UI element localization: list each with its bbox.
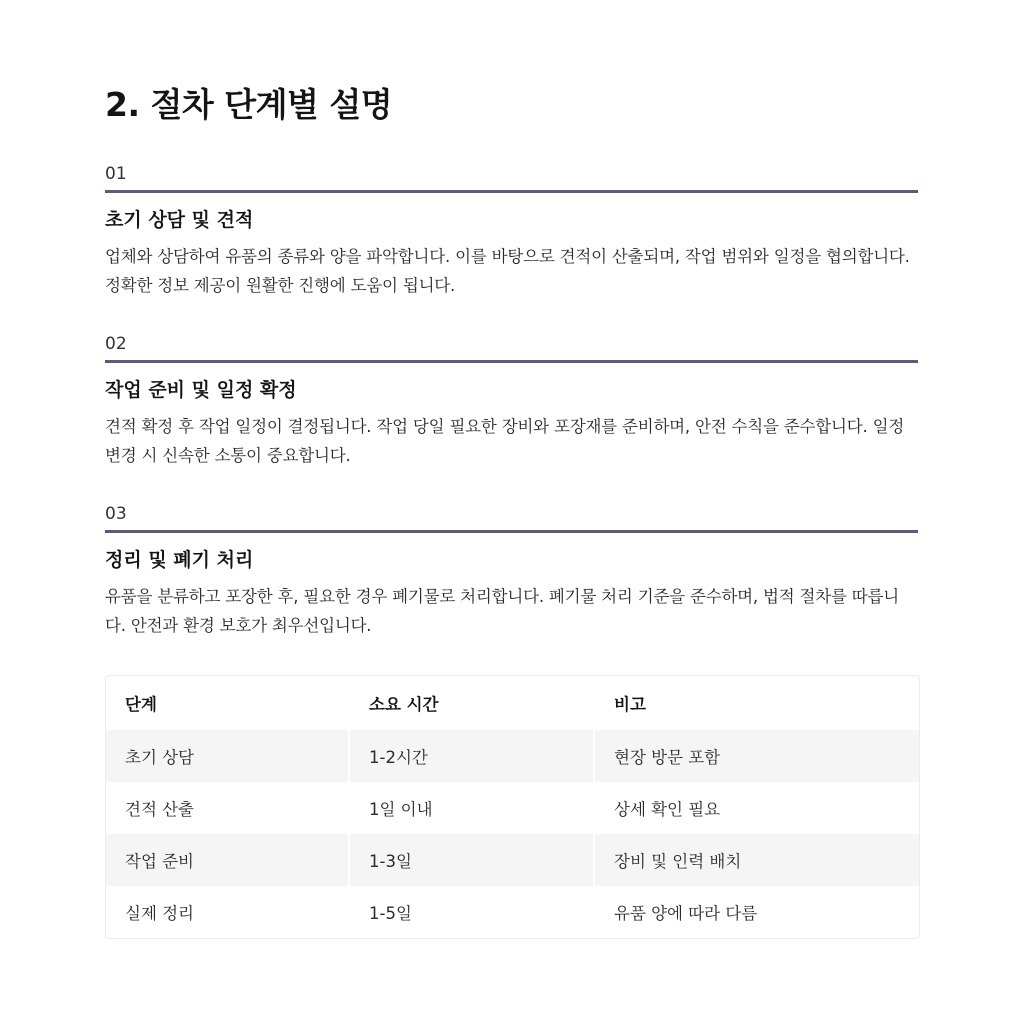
page-title: 2. 절차 단계별 설명 <box>105 85 393 124</box>
step-02 <box>105 334 918 470</box>
table-cell: 초기 상담 <box>106 730 350 782</box>
table-cell: 1-2시간 <box>350 730 595 782</box>
step-divider <box>105 190 918 193</box>
step-divider <box>105 360 918 363</box>
step-number: 03 <box>105 504 127 524</box>
summary-table <box>105 675 920 939</box>
step-title: 작업 준비 및 일정 확정 <box>105 379 297 401</box>
step-title: 정리 및 폐기 처리 <box>105 549 254 571</box>
procedure-section <box>105 84 918 640</box>
step-description: 업체와 상담하여 유품의 종류와 양을 파악합니다. 이를 바탕으로 견적이 산출되며, 작업 범위와 일정을 협의합니다. 정확한 정보 제공이 원활한 진행에 도움이 됩니다. <box>105 247 910 295</box>
table-row <box>106 730 919 782</box>
table-cell: 현장 방문 포함 <box>614 748 721 767</box>
step-number: 01 <box>105 164 127 184</box>
step-01 <box>105 164 918 300</box>
step-number: 02 <box>105 334 127 354</box>
table-header-cell: 비고 <box>614 695 646 714</box>
step-description: 유품을 분류하고 포장한 후, 필요한 경우 폐기물로 처리합니다. 폐기물 처리 기준을 준수하며, 법적 절차를 따릅니다. 안전과 환경 보호가 최우선입니다. <box>105 587 900 635</box>
table-header-cell: 소요 시간 <box>369 695 439 714</box>
table-cell: 작업 준비 <box>106 834 350 886</box>
table-row <box>106 886 919 938</box>
table-cell: 상세 확인 필요 <box>614 800 721 819</box>
step-description: 견적 확정 후 작업 일정이 결정됩니다. 작업 당일 필요한 장비와 포장재를 준비하며, 안전 수칙을 준수합니다. 일정 변경 시 신속한 소통이 중요합니다. <box>105 417 905 465</box>
table-cell: 1-3일 <box>350 834 595 886</box>
table-header-cell: 단계 <box>125 695 157 714</box>
table-header-row <box>106 676 919 730</box>
table-cell: 유품 양에 따라 다름 <box>614 904 758 923</box>
table-cell: 실제 정리 <box>125 904 195 923</box>
table-cell: 견적 산출 <box>125 800 195 819</box>
table-row <box>106 782 919 834</box>
table-cell: 1일 이내 <box>369 800 433 819</box>
step-03 <box>105 504 918 640</box>
table-cell: 1-5일 <box>369 904 412 923</box>
table-row <box>106 834 919 886</box>
table-cell: 장비 및 인력 배치 <box>614 852 742 871</box>
step-divider <box>105 530 918 533</box>
step-title: 초기 상담 및 견적 <box>105 209 254 231</box>
